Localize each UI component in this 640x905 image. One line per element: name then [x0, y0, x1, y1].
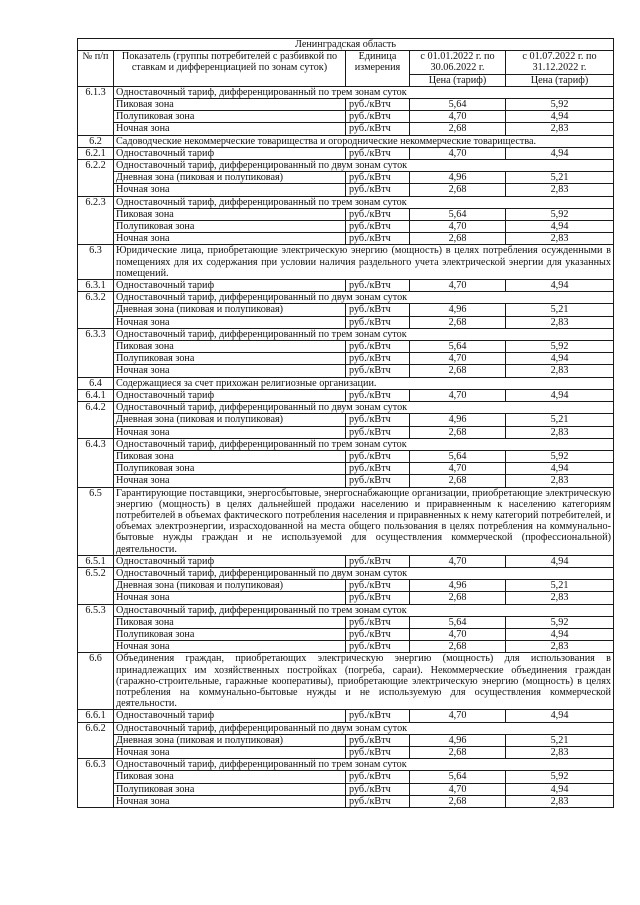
zone-row — [78, 771, 614, 783]
zone-value-period-2: 2,83 — [506, 746, 614, 758]
row-number: 6.2.2 — [78, 160, 114, 197]
tariff-table — [77, 38, 614, 808]
zone-row — [78, 341, 614, 353]
zone-unit: руб./кВтч — [346, 450, 410, 462]
zone-unit: руб./кВтч — [346, 221, 410, 233]
zone-value-period-1: 4,96 — [410, 580, 506, 592]
zone-label: Дневная зона (пиковая и полупиковая) — [114, 172, 346, 184]
row-number: 6.5 — [78, 487, 114, 555]
section-row — [78, 722, 614, 734]
zone-value-period-2: 4,94 — [506, 628, 614, 640]
zone-value-period-1: 5,64 — [410, 99, 506, 111]
zone-unit: руб./кВтч — [346, 783, 410, 795]
section-row — [78, 377, 614, 389]
row-number: 6.6.1 — [78, 710, 114, 722]
zone-value-period-2: 5,21 — [506, 414, 614, 426]
row-number: 6.4.3 — [78, 438, 114, 487]
row-label: Содержащиеся за счет прихожан религиозные организации. — [114, 377, 614, 389]
row-value-period-2: 4,94 — [506, 710, 614, 722]
zone-value-period-1: 5,64 — [410, 341, 506, 353]
zone-label: Пиковая зона — [114, 208, 346, 220]
row-label: Одноставочный тариф, дифференцированный по трем зонам суток — [114, 328, 614, 340]
zone-value-period-2: 4,94 — [506, 783, 614, 795]
zone-value-period-2: 2,83 — [506, 641, 614, 653]
section-row — [78, 245, 614, 280]
zone-label: Ночная зона — [114, 123, 346, 135]
row-label: Одноставочный тариф — [114, 280, 346, 292]
zone-row — [78, 172, 614, 184]
row-number: 6.3 — [78, 245, 114, 280]
zone-unit: руб./кВтч — [346, 123, 410, 135]
row-label: Одноставочный тариф, дифференцированный по трем зонам суток — [114, 759, 614, 771]
row-number: 6.2.1 — [78, 147, 114, 159]
zone-unit: руб./кВтч — [346, 616, 410, 628]
zone-value-period-2: 5,92 — [506, 341, 614, 353]
zone-value-period-1: 2,68 — [410, 795, 506, 807]
zone-value-period-1: 4,70 — [410, 221, 506, 233]
row-value-period-2: 4,94 — [506, 389, 614, 401]
zone-label: Дневная зона (пиковая и полупиковая) — [114, 734, 346, 746]
zone-value-period-1: 2,68 — [410, 233, 506, 245]
section-row — [78, 160, 614, 172]
zone-value-period-1: 4,96 — [410, 172, 506, 184]
row-number: 6.2 — [78, 135, 114, 147]
zone-row — [78, 233, 614, 245]
zone-row — [78, 208, 614, 220]
row-number: 6.2.3 — [78, 196, 114, 245]
section-row — [78, 147, 614, 159]
section-row — [78, 135, 614, 147]
zone-value-period-2: 5,92 — [506, 208, 614, 220]
zone-value-period-1: 2,68 — [410, 316, 506, 328]
zone-value-period-2: 2,83 — [506, 592, 614, 604]
zone-label: Полупиковая зона — [114, 221, 346, 233]
zone-unit: руб./кВтч — [346, 426, 410, 438]
zone-unit: руб./кВтч — [346, 208, 410, 220]
zone-value-period-1: 2,68 — [410, 475, 506, 487]
zone-value-period-2: 4,94 — [506, 221, 614, 233]
zone-row — [78, 450, 614, 462]
zone-label: Ночная зона — [114, 475, 346, 487]
row-label: Гарантирующие поставщики, энергосбытовые, энергоснабжающие организации, приобретающие электрическую энергию (мощность) в целях дальнейшей продажи населению и приравненным к населению категориям потребителей в объемах фактического потребления населения и приравненных к нему категорий потребителей, и объемах электроэнергии, израсходованной на места общего пользования в целях потребления на коммунально-бытовые нужды граждан и не используемой для осуществления коммерческой (профессиональной) деятельности. — [114, 487, 614, 555]
row-label: Одноставочный тариф — [114, 147, 346, 159]
zone-value-period-1: 5,64 — [410, 771, 506, 783]
zone-row — [78, 111, 614, 123]
zone-value-period-2: 4,94 — [506, 111, 614, 123]
zone-row — [78, 353, 614, 365]
row-label: Одноставочный тариф, дифференцированный по двум зонам суток — [114, 292, 614, 304]
section-row — [78, 653, 614, 710]
zone-label: Ночная зона — [114, 233, 346, 245]
zone-label: Ночная зона — [114, 365, 346, 377]
zone-value-period-1: 4,70 — [410, 628, 506, 640]
zone-unit: руб./кВтч — [346, 304, 410, 316]
row-number: 6.4.2 — [78, 402, 114, 439]
zone-row — [78, 463, 614, 475]
row-value-period-1: 4,70 — [410, 147, 506, 159]
zone-label: Дневная зона (пиковая и полупиковая) — [114, 414, 346, 426]
zone-value-period-2: 4,94 — [506, 463, 614, 475]
row-value-period-1: 4,70 — [410, 710, 506, 722]
row-number: 6.4 — [78, 377, 114, 389]
row-number: 6.5.2 — [78, 567, 114, 604]
column-header-row — [78, 51, 614, 74]
row-label: Садоводческие некоммерческие товарищества и огороднические некоммерческие товарищества. — [114, 135, 614, 147]
col-header-period-2: с 01.07.2022 г. по 31.12.2022 г. — [506, 51, 614, 74]
row-value-period-1: 4,70 — [410, 555, 506, 567]
region-title: Ленинградская область — [78, 39, 614, 51]
row-number: 6.3.2 — [78, 292, 114, 329]
row-number: 6.1.3 — [78, 86, 114, 135]
zone-label: Полупиковая зона — [114, 463, 346, 475]
zone-unit: руб./кВтч — [346, 734, 410, 746]
zone-value-period-2: 5,92 — [506, 99, 614, 111]
zone-value-period-2: 5,21 — [506, 734, 614, 746]
row-value-period-1: 4,70 — [410, 280, 506, 292]
section-row — [78, 292, 614, 304]
zone-value-period-1: 4,70 — [410, 111, 506, 123]
row-label: Одноставочный тариф — [114, 710, 346, 722]
zone-unit: руб./кВтч — [346, 414, 410, 426]
section-row — [78, 196, 614, 208]
zone-label: Пиковая зона — [114, 99, 346, 111]
zone-row — [78, 795, 614, 807]
zone-value-period-2: 2,83 — [506, 365, 614, 377]
zone-value-period-2: 5,92 — [506, 450, 614, 462]
zone-unit: руб./кВтч — [346, 365, 410, 377]
zone-unit: руб./кВтч — [346, 111, 410, 123]
zone-value-period-2: 5,21 — [506, 172, 614, 184]
zone-row — [78, 365, 614, 377]
zone-label: Пиковая зона — [114, 450, 346, 462]
region-row — [78, 39, 614, 51]
zone-value-period-2: 2,83 — [506, 795, 614, 807]
tariff-document-page — [77, 38, 613, 808]
zone-unit: руб./кВтч — [346, 99, 410, 111]
zone-label: Полупиковая зона — [114, 628, 346, 640]
zone-value-period-1: 4,70 — [410, 353, 506, 365]
zone-label: Полупиковая зона — [114, 783, 346, 795]
zone-label: Ночная зона — [114, 795, 346, 807]
section-row — [78, 710, 614, 722]
zone-value-period-1: 2,68 — [410, 592, 506, 604]
zone-value-period-1: 2,68 — [410, 123, 506, 135]
zone-unit: руб./кВтч — [346, 771, 410, 783]
zone-row — [78, 123, 614, 135]
zone-label: Ночная зона — [114, 746, 346, 758]
row-number: 6.4.1 — [78, 389, 114, 401]
zone-label: Ночная зона — [114, 641, 346, 653]
zone-value-period-2: 2,83 — [506, 123, 614, 135]
zone-label: Ночная зона — [114, 184, 346, 196]
row-number: 6.6.3 — [78, 759, 114, 808]
zone-unit: руб./кВтч — [346, 184, 410, 196]
zone-value-period-1: 5,64 — [410, 616, 506, 628]
section-row — [78, 487, 614, 555]
zone-unit: руб./кВтч — [346, 475, 410, 487]
section-row — [78, 389, 614, 401]
row-unit: руб./кВтч — [346, 147, 410, 159]
zone-unit: руб./кВтч — [346, 746, 410, 758]
col-header-period-1: с 01.01.2022 г. по 30.06.2022 г. — [410, 51, 506, 74]
row-number: 6.5.1 — [78, 555, 114, 567]
col-header-unit: Единица измерения — [346, 51, 410, 87]
zone-unit: руб./кВтч — [346, 233, 410, 245]
row-value-period-2: 4,94 — [506, 280, 614, 292]
row-label: Одноставочный тариф, дифференцированный по двум зонам суток — [114, 402, 614, 414]
zone-value-period-1: 4,70 — [410, 463, 506, 475]
row-number: 6.6.2 — [78, 722, 114, 759]
row-number: 6.3.3 — [78, 328, 114, 377]
zone-label: Дневная зона (пиковая и полупиковая) — [114, 304, 346, 316]
row-label: Одноставочный тариф, дифференцированный по двум зонам суток — [114, 160, 614, 172]
zone-row — [78, 580, 614, 592]
zone-value-period-1: 2,68 — [410, 426, 506, 438]
zone-row — [78, 628, 614, 640]
zone-value-period-1: 4,96 — [410, 734, 506, 746]
col-header-number: № п/п — [78, 51, 114, 87]
section-row — [78, 604, 614, 616]
zone-value-period-1: 4,96 — [410, 414, 506, 426]
zone-unit: руб./кВтч — [346, 641, 410, 653]
zone-label: Пиковая зона — [114, 616, 346, 628]
zone-row — [78, 734, 614, 746]
section-row — [78, 402, 614, 414]
section-row — [78, 567, 614, 579]
price-label-2: Цена (тариф) — [506, 74, 614, 86]
zone-unit: руб./кВтч — [346, 353, 410, 365]
zone-row — [78, 641, 614, 653]
zone-value-period-2: 2,83 — [506, 426, 614, 438]
section-row — [78, 86, 614, 98]
row-label: Одноставочный тариф — [114, 389, 346, 401]
section-row — [78, 328, 614, 340]
zone-unit: руб./кВтч — [346, 316, 410, 328]
section-row — [78, 438, 614, 450]
zone-unit: руб./кВтч — [346, 628, 410, 640]
zone-value-period-1: 4,70 — [410, 783, 506, 795]
zone-unit: руб./кВтч — [346, 580, 410, 592]
zone-value-period-1: 5,64 — [410, 208, 506, 220]
zone-label: Ночная зона — [114, 426, 346, 438]
section-row — [78, 555, 614, 567]
row-unit: руб./кВтч — [346, 710, 410, 722]
row-number: 6.6 — [78, 653, 114, 710]
zone-row — [78, 221, 614, 233]
row-label: Объединения граждан, приобретающих электрическую энергию (мощность) для использования в принадлежащих им хозяйственных постройках (погреба, сараи). Некоммерческие объединения граждан (гаражно-строительные, гаражные кооперативы), приобретающие электрическую энергию (мощность) в целях потребления на коммунально-бытовые нужды и не используемую для осуществления коммерческой деятельности. — [114, 653, 614, 710]
price-label-1: Цена (тариф) — [410, 74, 506, 86]
zone-value-period-2: 5,92 — [506, 771, 614, 783]
row-label: Одноставочный тариф, дифференцированный по трем зонам суток — [114, 86, 614, 98]
row-unit: руб./кВтч — [346, 555, 410, 567]
row-label: Одноставочный тариф, дифференцированный по двум зонам суток — [114, 722, 614, 734]
zone-label: Полупиковая зона — [114, 111, 346, 123]
zone-value-period-1: 4,96 — [410, 304, 506, 316]
zone-unit: руб./кВтч — [346, 795, 410, 807]
zone-unit: руб./кВтч — [346, 172, 410, 184]
zone-unit: руб./кВтч — [346, 592, 410, 604]
zone-label: Пиковая зона — [114, 341, 346, 353]
row-label: Юридические лица, приобретающие электрическую энергию (мощность) в целях потребления осужденными в помещениях для их содержания при условии наличия раздельного учета электрической энергии для указанных помещений. — [114, 245, 614, 280]
zone-value-period-2: 5,21 — [506, 304, 614, 316]
zone-unit: руб./кВтч — [346, 463, 410, 475]
zone-row — [78, 783, 614, 795]
zone-label: Полупиковая зона — [114, 353, 346, 365]
row-number: 6.3.1 — [78, 280, 114, 292]
zone-value-period-1: 2,68 — [410, 746, 506, 758]
zone-row — [78, 426, 614, 438]
zone-value-period-2: 5,21 — [506, 580, 614, 592]
section-row — [78, 759, 614, 771]
zone-value-period-1: 2,68 — [410, 184, 506, 196]
zone-value-period-2: 2,83 — [506, 233, 614, 245]
col-header-indicator: Показатель (группы потребителей с разбивкой по ставкам и дифференциацией по зонам суток) — [114, 51, 346, 87]
zone-value-period-2: 2,83 — [506, 475, 614, 487]
zone-row — [78, 304, 614, 316]
zone-row — [78, 475, 614, 487]
row-unit: руб./кВтч — [346, 389, 410, 401]
zone-label: Ночная зона — [114, 316, 346, 328]
zone-value-period-2: 2,83 — [506, 184, 614, 196]
zone-row — [78, 99, 614, 111]
zone-value-period-1: 5,64 — [410, 450, 506, 462]
row-label: Одноставочный тариф — [114, 555, 346, 567]
row-value-period-2: 4,94 — [506, 147, 614, 159]
zone-row — [78, 316, 614, 328]
section-row — [78, 280, 614, 292]
row-label: Одноставочный тариф, дифференцированный по двум зонам суток — [114, 567, 614, 579]
zone-value-period-2: 5,92 — [506, 616, 614, 628]
zone-label: Пиковая зона — [114, 771, 346, 783]
zone-row — [78, 414, 614, 426]
zone-row — [78, 592, 614, 604]
row-label: Одноставочный тариф, дифференцированный по трем зонам суток — [114, 438, 614, 450]
zone-row — [78, 616, 614, 628]
row-value-period-1: 4,70 — [410, 389, 506, 401]
row-label: Одноставочный тариф, дифференцированный по трем зонам суток — [114, 604, 614, 616]
row-label: Одноставочный тариф, дифференцированный по трем зонам суток — [114, 196, 614, 208]
row-unit: руб./кВтч — [346, 280, 410, 292]
zone-label: Ночная зона — [114, 592, 346, 604]
zone-value-period-2: 4,94 — [506, 353, 614, 365]
zone-label: Дневная зона (пиковая и полупиковая) — [114, 580, 346, 592]
zone-value-period-1: 2,68 — [410, 641, 506, 653]
zone-row — [78, 746, 614, 758]
zone-value-period-1: 2,68 — [410, 365, 506, 377]
zone-unit: руб./кВтч — [346, 341, 410, 353]
zone-row — [78, 184, 614, 196]
row-number: 6.5.3 — [78, 604, 114, 653]
zone-value-period-2: 2,83 — [506, 316, 614, 328]
row-value-period-2: 4,94 — [506, 555, 614, 567]
